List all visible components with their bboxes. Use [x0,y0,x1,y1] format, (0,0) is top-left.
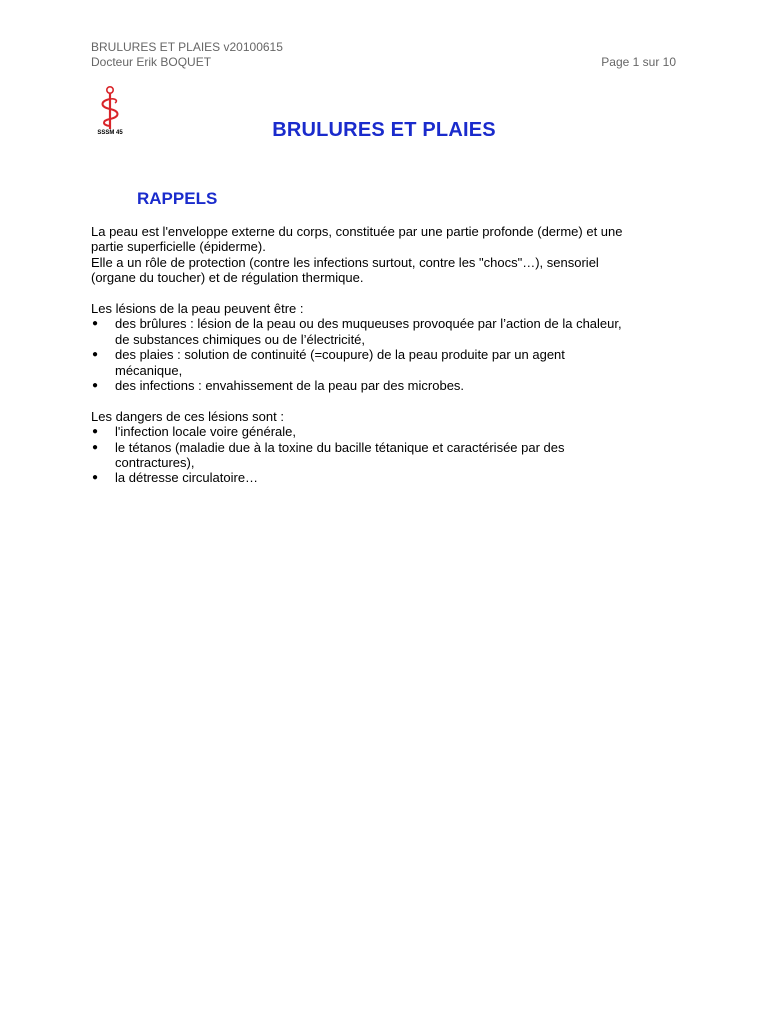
list-item [91,470,681,485]
document-title-header: BRULURES ET PLAIES v20100615 [91,40,283,54]
document-body [91,224,681,486]
text-line: l'infection locale voire générale, [115,424,296,440]
bullet-icon: ● [92,349,99,361]
text-line: Elle a un rôle de protection (contre les infections surtout, contre les "chocs"…), sensoriel [91,254,599,270]
text-line: mécanique, [115,362,183,378]
spacer [91,393,681,408]
text-line: de substances chimiques ou de l’électricité, [115,331,366,347]
document-title: BRULURES ET PLAIES [272,119,496,141]
text-line: des infections : envahissement de la peau par des microbes. [115,378,465,394]
dangers-list [91,424,681,486]
text-line: le tétanos (maladie due à la toxine du bacille tétanique et caractérisée par des [115,439,565,455]
logo-text: SSSM 45 [97,130,123,136]
bullet-icon: ● [92,472,99,484]
text-line: des brûlures : lésion de la peau ou des muqueuses provoquée par l’action de la chaleur, [115,316,622,332]
text-line: des plaies : solution de continuité (=coupure) de la peau produite par un agent [115,347,565,363]
text-line: (organe du toucher) et de régulation thermique. [91,270,364,286]
list-item [91,424,681,439]
list-item [91,316,681,347]
text-line: la détresse circulatoire… [115,470,259,486]
spacer [91,286,681,301]
bullet-icon: ● [92,426,99,438]
lesions-intro: Les lésions de la peau peuvent être : [91,301,304,317]
text-line: La peau est l'enveloppe externe du corps, constituée par une partie profonde (derme) et une [91,224,623,239]
paragraph-skin-definition [91,224,681,286]
text-line: partie superficielle (épiderme). [91,239,266,255]
list-item [91,347,681,378]
bullet-icon: ● [92,380,99,392]
text-line: contractures), [115,455,195,471]
page-number: Page 1 sur 10 [601,55,676,69]
author-name: Docteur Erik BOQUET [91,55,212,69]
lesions-list [91,316,681,393]
list-item [91,440,681,471]
bullet-icon: ● [92,441,99,453]
list-item [91,378,681,393]
section-title: RAPPELS [137,189,218,208]
bullet-icon: ● [92,318,99,330]
dangers-intro: Les dangers de ces lésions sont : [91,408,284,424]
page-header [91,40,283,70]
